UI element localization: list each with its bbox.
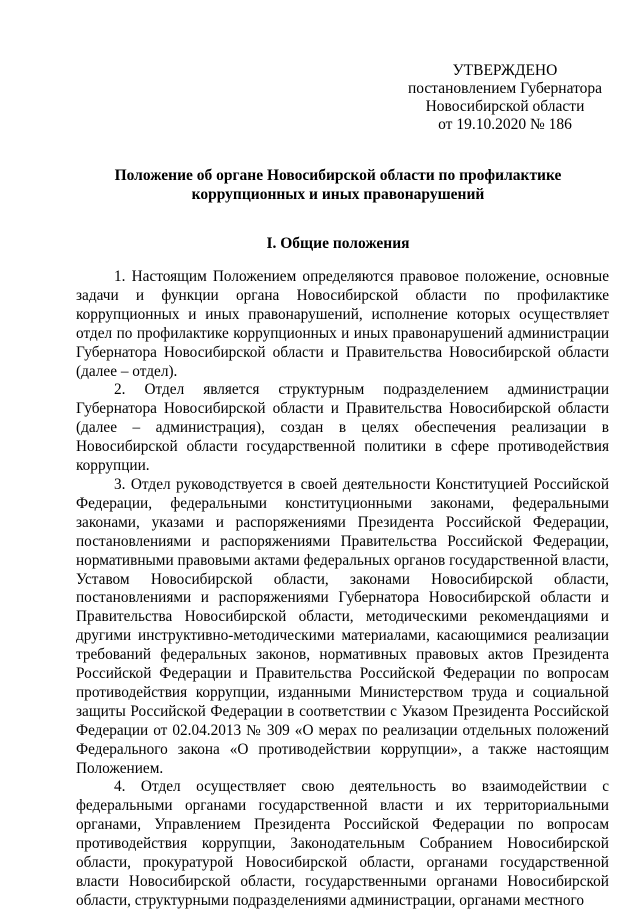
paragraph-1: 1. Настоящим Положением определяются правовое положение, основные задачи и функции органа Новосибирской области по профилактике коррупционных и иных правонарушений, исполнение которых осуществляет отдел по профилактике коррупционных и иных правонарушений администрации Губернатора Новосибирской области и Правительства Новосибирской области (далее – отдел).: [76, 268, 609, 380]
approval-line-approved: УТВЕРЖДЕНО: [452, 62, 558, 79]
approval-line-region: Новосибирской области: [425, 98, 585, 115]
section-heading: I. Общие положения: [266, 235, 410, 252]
document-title: [78, 166, 598, 204]
approval-stamp: [400, 62, 610, 134]
document-title-line-1: Положение об органе Новосибирской области по профилактике: [114, 167, 562, 184]
document-title-line-2: коррупционных и иных правонарушений: [191, 186, 485, 203]
paragraph-3: 3. Отдел руководствуется в своей деятельности Конституцией Российской Федерации, федеральными конституционными законами, федеральными законами, указами и распоряжениями Президента Российской Федерации, постановлениями и распоряжениями Правительства Российской Федерации, нормативными правовыми актами федеральных органов государственной власти, Уставом Новосибирской области, законами Новосибирской области, постановлениями и распоряжениями Губернатора Новосибирской области и Правительства Новосибирской области, методическими рекомендациями и другими инструктивно-методическими материалами, касающимися реализации требований федеральных законов, нормативных правовых актов Президента Российской Федерации и Правительства Российской Федерации по вопросам противодействия коррупции, изданными Министерством труда и социальной защиты Российской Федерации в соответствии с Указом Президента Российской Федерации от 02.04.2013 № 309 «О мерах по реализации отдельных положений Федерального закона «О противодействии коррупции», а также настоящим Положением.: [76, 475, 609, 777]
paragraph-2: 2. Отдел является структурным подразделением администрации Губернатора Новосибирской области и Правительства Новосибирской области (далее – администрация), создан в целях обеспечения реализации в Новосибирской области государственной политики в сфере противодействия коррупции.: [76, 381, 609, 475]
approval-line-resolution: постановлением Губернатора: [407, 80, 603, 97]
paragraph-4: 4. Отдел осуществляет свою деятельность во взаимодействии с федеральными органами государственной власти и их территориальными органами, Управлением Президента Российской Федерации по вопросам противодействия коррупции, Законодательным Собранием Новосибирской области, прокуратурой Новосибирской области, органами государственной власти Новосибирской области, государственными органами Новосибирской области, структурными подразделениями администрации, органами местного: [76, 778, 609, 909]
approval-line-date-number: от 19.10.2020 № 186: [438, 116, 572, 133]
section-body: [76, 268, 609, 911]
